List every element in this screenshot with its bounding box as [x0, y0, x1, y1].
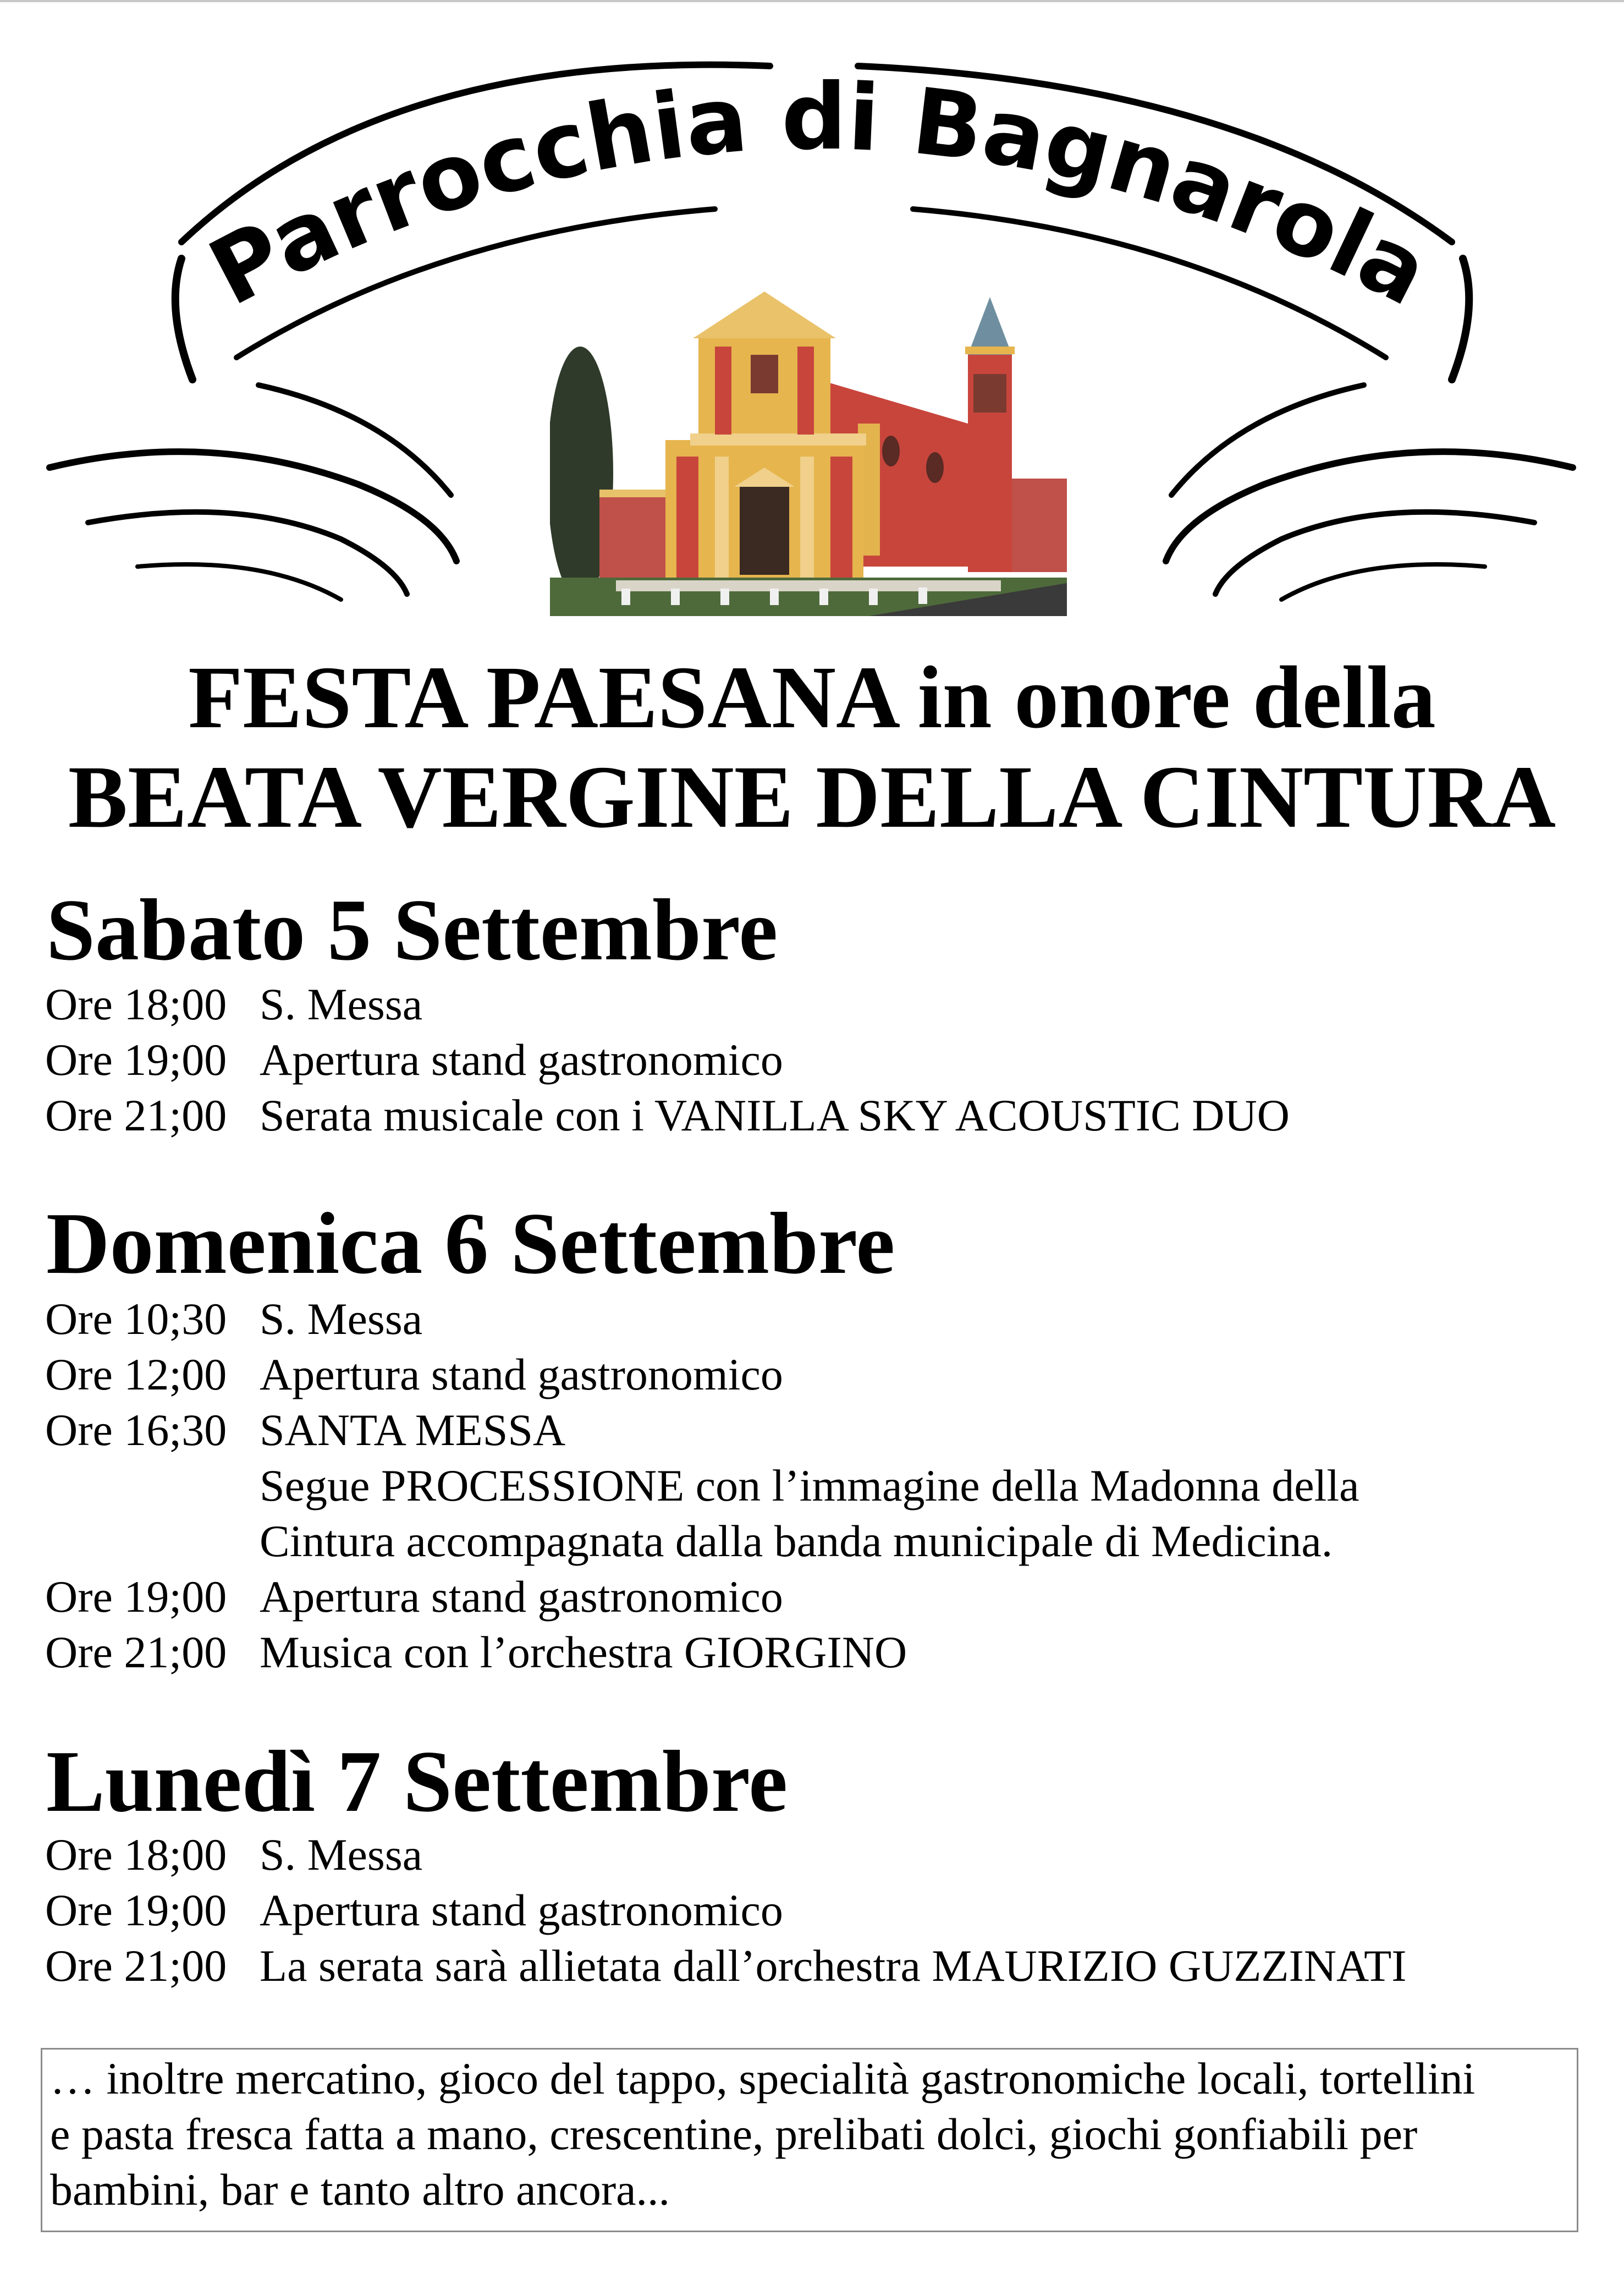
event-description: Musica con l’orchestra GIORGINO: [260, 1627, 907, 1677]
event-time: Ore 19;00: [45, 1572, 227, 1622]
event-time: Ore 21;00: [45, 1941, 227, 1991]
event-description: Apertura stand gastronomico: [260, 1572, 783, 1622]
extra-info-line: e pasta fresca fatta a mano, crescentine, prelibati dolci, giochi gonfiabili per: [50, 2109, 1418, 2159]
event-row: [45, 1943, 1407, 1989]
event-description: Apertura stand gastronomico: [260, 1349, 783, 1399]
event-description-continuation: Segue PROCESSIONE con l’immagine della Madonna della: [260, 1460, 1359, 1510]
event-description: S. Messa: [260, 1294, 423, 1344]
event-row: [45, 1405, 566, 1455]
event-row: [45, 1830, 423, 1880]
event-row: [45, 1037, 783, 1083]
festa-title-line-2: BEATA VERGINE DELLA CINTURA: [68, 748, 1556, 847]
event-description: SANTA MESSA: [260, 1405, 566, 1455]
event-description: Apertura stand gastronomico: [260, 1885, 783, 1935]
day-heading-lunedi: Lunedì 7 Settembre: [46, 1732, 788, 1830]
event-row: [45, 979, 423, 1029]
parish-name: Parrocchia di Bagnarola: [193, 64, 1445, 327]
event-description: Apertura stand gastronomico: [260, 1035, 783, 1085]
event-row: [45, 1572, 783, 1622]
church-photo: [550, 259, 1067, 616]
event-time: Ore 21;00: [45, 1627, 227, 1677]
festa-title-line-1: FESTA PAESANA in onore della: [188, 649, 1436, 747]
event-time: Ore 12;00: [45, 1349, 227, 1399]
event-description: Serata musicale con i VANILLA SKY ACOUSTIC DUO: [260, 1090, 1290, 1140]
event-time: Ore 19;00: [45, 1035, 227, 1085]
event-description-continuation: Cintura accompagnata dalla banda municipale di Medicina.: [260, 1516, 1333, 1566]
event-row: [45, 1885, 783, 1935]
day-heading-domenica: Domenica 6 Settembre: [46, 1194, 895, 1292]
event-row: [45, 1627, 907, 1677]
day-heading-sabato: Sabato 5 Settembre: [46, 881, 778, 979]
event-time: Ore 18;00: [45, 979, 227, 1029]
event-row: [45, 1090, 1290, 1140]
event-description: S. Messa: [260, 1830, 423, 1880]
event-time: Ore 10;30: [45, 1294, 227, 1344]
extra-info-line: bambini, bar e tanto altro ancora...: [50, 2165, 670, 2215]
event-time: Ore 21;00: [45, 1090, 227, 1140]
extra-info-line: … inoltre mercatino, gioco del tappo, specialità gastronomiche locali, tortellini: [50, 2053, 1476, 2103]
event-description: S. Messa: [260, 979, 423, 1029]
event-row: [45, 1349, 783, 1399]
event-time: Ore 16;30: [45, 1405, 227, 1455]
extra-info-box: [41, 2048, 1578, 2232]
event-time: Ore 19;00: [45, 1885, 227, 1935]
event-description: La serata sarà allietata dall’orchestra MAURIZIO GUZZINATI: [260, 1941, 1407, 1991]
event-time: Ore 18;00: [45, 1830, 227, 1880]
event-row: [45, 1294, 423, 1344]
